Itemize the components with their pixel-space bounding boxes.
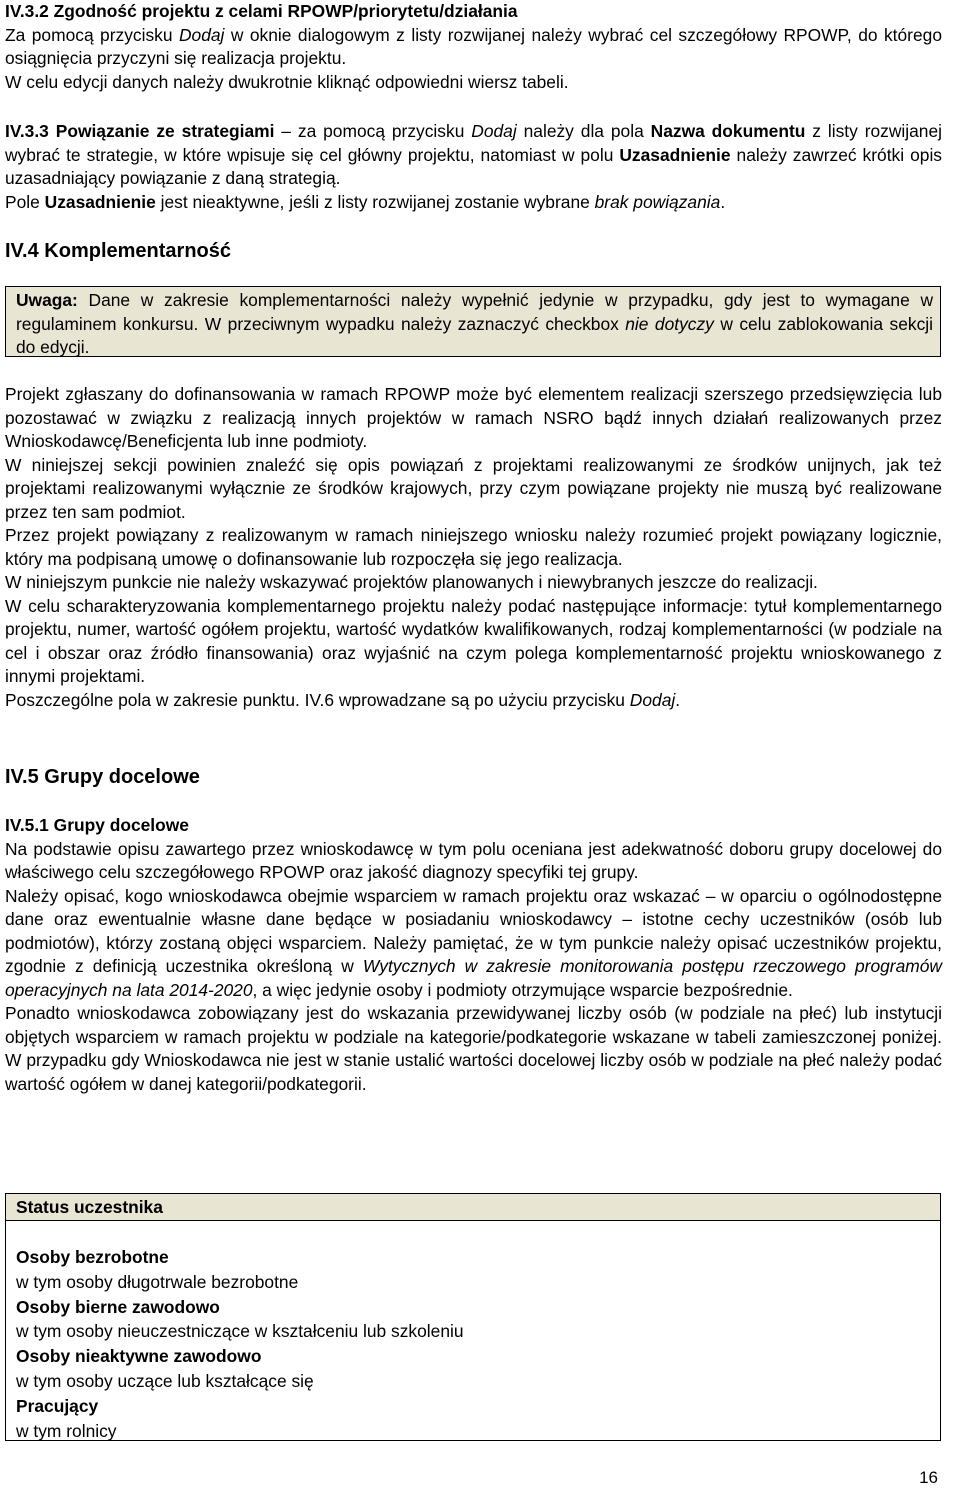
paragraph: Pole Uzasadnienie jest nieaktywne, jeśli z listy rozwijanej zostanie wybrane brak powiązania. [5,191,726,212]
section-heading-iv32: IV.3.2 Zgodność projektu z celami RPOWP/priorytetu/działania [5,1,518,21]
status-table [5,1193,941,1441]
table-row: Osoby bezrobotne [16,1247,169,1267]
paragraph: Za pomocą przycisku Dodaj w oknie dialogowym z listy rozwijanej należy wybrać cel szczegółowy RPOWP, do którego osiągnięcia przyczyni się realizacja projektu. [5,24,942,68]
table-row: Osoby bierne zawodowo [16,1296,220,1317]
paragraph: W celu scharakteryzowania komplementarnego projektu należy podać następujące informacje: tytuł komplementarnego projektu, numer, wartość ogółem projektu, wartość wydatków kwalifikowanych, rodzaj komplementarności (w podziale na cel i obszar oraz źródło finansowania) oraz wyjaśnić na czym polega komplementarność projektu wnioskowanego z innymi projektami. [5,595,942,686]
section-heading-iv5: IV.5 Grupy docelowe [5,766,200,788]
paragraph: Przez projekt powiązany z realizowanym w ramach niniejszego wniosku należy rozumieć projekt powiązany logicznie, który ma podpisaną umowę o dofinansowanie lub rozpoczęła się jego realizacja. [5,525,942,569]
table-row: Pracujący [16,1395,99,1416]
table-row: w tym osoby nieuczestniczące w kształceniu lub szkoleniu [16,1321,464,1342]
paragraph: Należy opisać, kogo wnioskodawca obejmie wsparciem w ramach projektu oraz wskazać – w oparciu o ogólnodostępne dane oraz ewentualnie własne dane będące w posiadaniu wnioskodawcy – istotne cechy uczestników (osób lub podmiotów), którzy zostaną objęci wsparciem. Należy pamiętać, że w tym punkcie należy opisać uczestników projektu, zgodnie z definicją uczestnika określoną w Wytycznych w zakresie monitorowania postępu rzeczowego programów operacyjnych na lata 2014-2020, a więc jedynie osoby i podmioty otrzymujące wsparcie bezpośrednie. [5,885,942,1000]
note-label: Uwaga: [16,290,78,310]
page-number: 16 [919,1468,938,1487]
table-row: Osoby nieaktywne zawodowo [16,1346,262,1367]
table-row: w tym osoby długotrwale bezrobotne [16,1271,299,1292]
table-row: w tym osoby uczące lub kształcące się [16,1370,314,1391]
section-heading-iv33: IV.3.3 Powiązanie ze strategiami [5,121,275,141]
paragraph: Ponadto wnioskodawca zobowiązany jest do wskazania przewidywanej liczby osób (w podziale na płeć) lub instytucji objętych wsparciem w ramach projektu w podziale na kategorie/podkategorie wskazane w tabeli zamieszczonej poniżej. W przypadku gdy Wnioskodawca nie jest w stanie ustalić wartości docelowej liczby osób w podziale na płeć należy podać wartość ogółem w danej kategorii/podkategorii. [5,1003,942,1094]
paragraph: Poszczególne pola w zakresie punktu. IV.6 wprowadzane są po użyciu przycisku Dodaj. [5,689,681,710]
paragraph: W niniejszym punkcie nie należy wskazywać projektów planowanych i niewybranych jeszcze do realizacji. [5,572,818,592]
table-header: Status uczestnika [6,1194,940,1221]
note-box [5,286,941,357]
section-heading-iv51: IV.5.1 Grupy docelowe [5,815,189,835]
paragraph: Na podstawie opisu zawartego przez wnioskodawcę w tym polu oceniana jest adekwatność doboru grupy docelowej do właściwego celu szczegółowego RPOWP oraz jakość diagnozy specyfiki tej grupy. [5,838,942,882]
note-text: Uwaga: Dane w zakresie komplementarności należy wypełnić jedynie w przypadku, gdy jest to wymagane w regulaminem konkursu. W przeciwnym wypadku należy zaznaczyć checkbox nie dotyczy w celu zablokowania sekcji do edycji. [16,290,934,357]
table-row: w tym rolnicy [16,1420,117,1441]
paragraph: W niniejszej sekcji powinien znaleźć się opis powiązań z projektami realizowanymi ze środków unijnych, jak też projektami realizowanymi wyłącznie ze środków krajowych, przy czym powiązane projekty nie muszą być realizowane przez ten sam podmiot. [5,454,942,522]
paragraph: W celu edycji danych należy dwukrotnie kliknąć odpowiedni wiersz tabeli. [5,71,569,92]
paragraph: Projekt zgłaszany do dofinansowania w ramach RPOWP może być elementem realizacji szerszego przedsięwzięcia lub pozostawać w związku z realizacją innych projektów w ramach NSRO bądź innych działań realizowanych przez Wnioskodawcę/Beneficjenta lub inne podmioty. [5,384,942,451]
paragraph-iv33: IV.3.3 Powiązanie ze strategiami – za pomocą przycisku Dodaj należy dla pola Nazwa dokumentu z listy rozwijanej wybrać te strategie, w które wpisuje się cel główny projektu, natomiast w polu Uzasadnienie należy zawrzeć krótki opis uzasadniający powiązanie z daną strategią. [5,121,943,188]
section-heading-iv4: IV.4 Komplementarność [5,240,232,262]
table-spacer-row [6,1221,940,1245]
